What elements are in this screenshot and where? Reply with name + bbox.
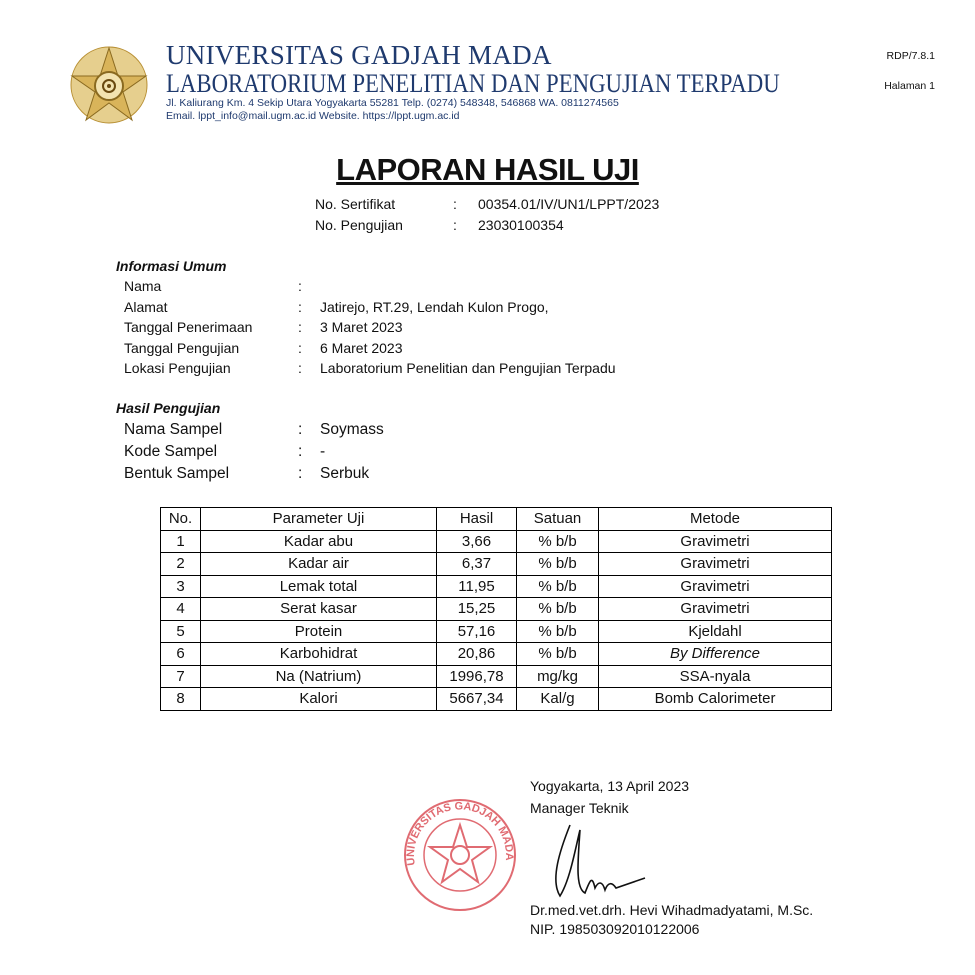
info-row bbox=[124, 463, 384, 485]
cell-row-number: 6 bbox=[161, 643, 201, 666]
cell-parameter: Karbohidrat bbox=[201, 643, 437, 666]
info-row bbox=[124, 317, 616, 338]
info-label: Nama bbox=[124, 278, 162, 294]
cell-unit: % b/b bbox=[517, 598, 599, 621]
university-stamp-icon bbox=[400, 795, 520, 915]
cell-parameter: Na (Natrium) bbox=[201, 665, 437, 688]
section-general-info: Informasi Umum bbox=[116, 258, 227, 274]
report-title: LAPORAN HASIL UJI bbox=[336, 152, 639, 187]
info-label: Alamat bbox=[124, 298, 168, 315]
cell-result: 3,66 bbox=[437, 530, 517, 553]
header-unit: Satuan bbox=[517, 508, 599, 531]
header-no: No. bbox=[161, 508, 201, 531]
info-value: Laboratorium Penelitian dan Pengujian Terpadu bbox=[320, 360, 616, 376]
colon: : bbox=[298, 298, 302, 315]
table-row bbox=[161, 575, 832, 598]
doc-code: RDP/7.8.1 bbox=[886, 50, 935, 62]
header-parameter: Parameter Uji bbox=[201, 508, 437, 531]
table-row bbox=[161, 620, 832, 643]
cell-unit: % b/b bbox=[517, 575, 599, 598]
table-row bbox=[161, 643, 832, 666]
info-row bbox=[124, 297, 616, 318]
info-row bbox=[124, 338, 616, 359]
table-header-row bbox=[161, 508, 832, 531]
info-value: Serbuk bbox=[320, 465, 370, 482]
cell-result: 1996,78 bbox=[437, 665, 517, 688]
cell-row-number: 5 bbox=[161, 620, 201, 643]
cell-row-number: 3 bbox=[161, 575, 201, 598]
table-row bbox=[161, 553, 832, 576]
cell-method: By Difference bbox=[599, 643, 832, 666]
table-row bbox=[161, 665, 832, 688]
info-row bbox=[124, 441, 384, 463]
cell-method: Kjeldahl bbox=[599, 620, 832, 643]
cert-number: 00354.01/IV/UN1/LPPT/2023 bbox=[478, 196, 660, 212]
contact: Email. lppt_info@mail.ugm.ac.id Website. https://lppt.ugm.ac.id bbox=[166, 110, 460, 122]
cell-unit: Kal/g bbox=[517, 688, 599, 711]
cell-method: SSA-nyala bbox=[599, 665, 832, 688]
colon: : bbox=[298, 465, 303, 482]
info-row bbox=[124, 358, 616, 379]
info-value: 6 Maret 2023 bbox=[320, 339, 403, 356]
sample-info bbox=[124, 419, 384, 485]
cell-parameter: Kadar abu bbox=[201, 530, 437, 553]
table-row bbox=[161, 688, 832, 711]
table-row bbox=[161, 598, 832, 621]
info-label: Bentuk Sampel bbox=[124, 465, 230, 482]
cell-unit: % b/b bbox=[517, 620, 599, 643]
test-label: No. Pengujian bbox=[315, 216, 403, 233]
cell-result: 20,86 bbox=[437, 643, 517, 666]
info-value: - bbox=[320, 443, 326, 460]
general-info bbox=[124, 276, 616, 379]
info-label: Tanggal Pengujian bbox=[124, 339, 240, 356]
cell-row-number: 7 bbox=[161, 665, 201, 688]
lab-name: LABORATORIUM PENELITIAN DAN PENGUJIAN TERPADU bbox=[166, 68, 780, 98]
cell-result: 5667,34 bbox=[437, 688, 517, 711]
cell-parameter: Lemak total bbox=[201, 575, 437, 598]
svg-text:UNIVERSITAS GADJAH MADA bbox=[405, 800, 515, 866]
cert-label: No. Sertifikat bbox=[315, 196, 396, 212]
address: Jl. Kaliurang Km. 4 Sekip Utara Yogyakarta 55281 Telp. (0274) 548348, 546868 WA. 0811274565 bbox=[166, 97, 619, 109]
cell-row-number: 8 bbox=[161, 688, 201, 711]
colon: : bbox=[453, 216, 457, 233]
cell-unit: mg/kg bbox=[517, 665, 599, 688]
signatory-nip: NIP. 198503092010122006 bbox=[530, 921, 700, 937]
cell-unit: % b/b bbox=[517, 553, 599, 576]
signatory-position: Manager Teknik bbox=[530, 800, 629, 816]
stamp-text: UNIVERSITAS GADJAH MADA bbox=[404, 800, 516, 867]
colon: : bbox=[298, 360, 302, 376]
cell-method: Gravimetri bbox=[599, 553, 832, 576]
cell-method: Gravimetri bbox=[599, 530, 832, 553]
cell-unit: % b/b bbox=[517, 530, 599, 553]
cell-parameter: Kadar air bbox=[201, 553, 437, 576]
info-row bbox=[124, 419, 384, 441]
header-method: Metode bbox=[599, 508, 832, 531]
colon: : bbox=[298, 443, 303, 460]
cell-row-number: 1 bbox=[161, 530, 201, 553]
cell-result: 11,95 bbox=[437, 575, 517, 598]
info-label: Nama Sampel bbox=[124, 421, 223, 438]
cell-method: Bomb Calorimeter bbox=[599, 688, 832, 711]
cell-parameter: Protein bbox=[201, 620, 437, 643]
cell-result: 57,16 bbox=[437, 620, 517, 643]
cell-unit: % b/b bbox=[517, 643, 599, 666]
colon: : bbox=[453, 196, 457, 212]
cert-block bbox=[315, 194, 659, 235]
info-row bbox=[124, 276, 616, 297]
colon: : bbox=[298, 278, 302, 294]
header-result: Hasil bbox=[437, 508, 517, 531]
place-date: Yogyakarta, 13 April 2023 bbox=[530, 778, 690, 794]
cell-row-number: 4 bbox=[161, 598, 201, 621]
signatory-name: Dr.med.vet.drh. Hevi Wihadmadyatami, M.Sc. bbox=[530, 902, 814, 918]
info-value: 3 Maret 2023 bbox=[320, 319, 403, 335]
ugm-logo-icon bbox=[66, 42, 152, 128]
test-number: 23030100354 bbox=[478, 216, 564, 233]
info-value: Soymass bbox=[320, 421, 384, 438]
cell-parameter: Kalori bbox=[201, 688, 437, 711]
info-label: Kode Sampel bbox=[124, 443, 218, 460]
table-row bbox=[161, 530, 832, 553]
cell-result: 6,37 bbox=[437, 553, 517, 576]
cell-parameter: Serat kasar bbox=[201, 598, 437, 621]
cell-result: 15,25 bbox=[437, 598, 517, 621]
cell-method: Gravimetri bbox=[599, 598, 832, 621]
signature-icon bbox=[540, 820, 650, 900]
colon: : bbox=[298, 319, 302, 335]
cell-row-number: 2 bbox=[161, 553, 201, 576]
page-number: Halaman 1 bbox=[884, 80, 935, 92]
colon: : bbox=[298, 339, 302, 356]
info-label: Lokasi Pengujian bbox=[124, 360, 231, 376]
section-test-results: Hasil Pengujian bbox=[116, 400, 221, 416]
cell-method: Gravimetri bbox=[599, 575, 832, 598]
university-name: UNIVERSITAS GADJAH MADA bbox=[166, 40, 552, 70]
info-value: Jatirejo, RT.29, Lendah Kulon Progo, bbox=[320, 298, 549, 315]
results-table bbox=[160, 507, 832, 711]
colon: : bbox=[298, 421, 303, 438]
info-label: Tanggal Penerimaan bbox=[124, 319, 253, 335]
